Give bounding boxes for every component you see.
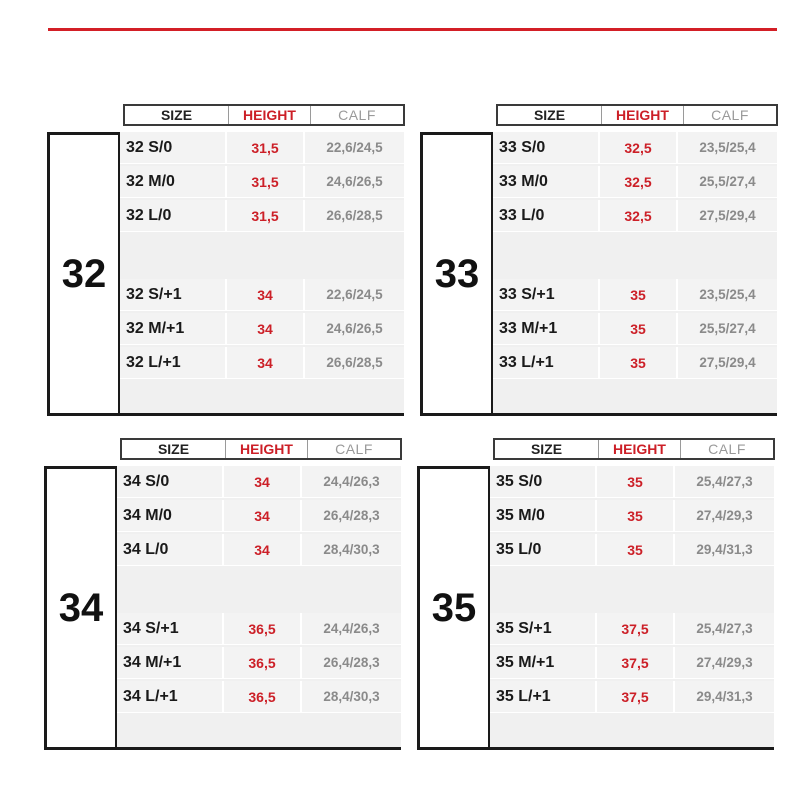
cell-size: 32 L/+1 <box>126 353 181 371</box>
header-size: SIZE <box>125 106 229 124</box>
cell-size: 32 L/0 <box>126 206 172 224</box>
cell-calf: 25,5/27,4 <box>699 174 756 189</box>
header-size: SIZE <box>495 440 599 458</box>
cell-height: 34 <box>222 500 302 531</box>
cell-height: 34 <box>222 534 302 565</box>
cell-size: 35 S/0 <box>496 472 543 490</box>
cell-calf: 29,4/31,3 <box>696 542 753 557</box>
size-table <box>490 466 774 750</box>
table-row <box>120 279 404 311</box>
cell-height: 35 <box>595 466 675 497</box>
table-row <box>120 347 404 379</box>
cell-size: 32 S/+1 <box>126 285 182 303</box>
size-block-0 <box>47 104 407 418</box>
header-height: HEIGHT <box>602 106 684 124</box>
cell-height: 32,5 <box>598 166 678 197</box>
cell-size: 34 S/0 <box>123 472 170 490</box>
cell-size: 34 S/+1 <box>123 619 179 637</box>
size-number-label: 33 <box>420 132 494 416</box>
cell-calf: 27,4/29,3 <box>696 508 753 523</box>
cell-size: 35 L/0 <box>496 540 542 558</box>
size-table <box>120 132 404 416</box>
cell-height: 35 <box>595 500 675 531</box>
cell-height: 35 <box>595 534 675 565</box>
table-row <box>490 681 774 713</box>
header-calf: CALF <box>711 107 749 123</box>
table-row <box>493 313 777 345</box>
cell-calf: 27,5/29,4 <box>699 208 756 223</box>
table-row <box>120 166 404 198</box>
cell-size: 32 M/+1 <box>126 319 185 337</box>
size-table <box>117 466 401 750</box>
header-height: HEIGHT <box>229 106 311 124</box>
table-row <box>117 681 401 713</box>
table-row <box>120 313 404 345</box>
cell-calf: 26,4/28,3 <box>323 655 380 670</box>
cell-calf: 26,6/28,5 <box>326 355 383 370</box>
table-row <box>490 647 774 679</box>
cell-calf: 25,4/27,3 <box>696 474 753 489</box>
size-number-label: 32 <box>47 132 121 416</box>
cell-height: 36,5 <box>222 613 302 644</box>
size-table <box>493 132 777 416</box>
top-red-rule <box>48 28 777 31</box>
cell-height: 37,5 <box>595 613 675 644</box>
cell-calf: 27,4/29,3 <box>696 655 753 670</box>
cell-size: 33 L/+1 <box>499 353 554 371</box>
table-header <box>120 438 402 460</box>
size-block-1 <box>420 104 780 418</box>
table-row <box>493 347 777 379</box>
cell-calf: 29,4/31,3 <box>696 689 753 704</box>
cell-height: 32,5 <box>598 132 678 163</box>
table-row <box>490 466 774 498</box>
cell-height: 34 <box>225 313 305 344</box>
header-calf: CALF <box>335 441 373 457</box>
header-height: HEIGHT <box>599 440 681 458</box>
cell-height: 34 <box>225 347 305 378</box>
cell-calf: 25,4/27,3 <box>696 621 753 636</box>
table-header <box>493 438 775 460</box>
cell-height: 35 <box>598 313 678 344</box>
table-row <box>117 500 401 532</box>
size-block-3 <box>417 438 777 752</box>
table-row <box>120 132 404 164</box>
header-height: HEIGHT <box>226 440 308 458</box>
cell-size: 35 M/+1 <box>496 653 555 671</box>
header-calf: CALF <box>338 107 376 123</box>
cell-size: 33 S/0 <box>499 138 546 156</box>
cell-height: 37,5 <box>595 647 675 678</box>
cell-calf: 28,4/30,3 <box>323 542 380 557</box>
cell-height: 36,5 <box>222 647 302 678</box>
cell-size: 35 S/+1 <box>496 619 552 637</box>
size-number-label: 34 <box>44 466 118 750</box>
cell-height: 37,5 <box>595 681 675 712</box>
cell-calf: 24,6/26,5 <box>326 174 383 189</box>
table-row <box>490 613 774 645</box>
cell-height: 31,5 <box>225 132 305 163</box>
cell-size: 34 L/+1 <box>123 687 178 705</box>
cell-height: 31,5 <box>225 166 305 197</box>
cell-size: 33 M/0 <box>499 172 548 190</box>
cell-calf: 26,6/28,5 <box>326 208 383 223</box>
table-row <box>117 534 401 566</box>
table-row <box>117 613 401 645</box>
table-row <box>490 534 774 566</box>
cell-size: 34 L/0 <box>123 540 169 558</box>
table-row <box>493 200 777 232</box>
cell-height: 35 <box>598 279 678 310</box>
cell-size: 33 M/+1 <box>499 319 558 337</box>
table-row <box>493 132 777 164</box>
cell-height: 36,5 <box>222 681 302 712</box>
cell-calf: 23,5/25,4 <box>699 140 756 155</box>
cell-calf: 27,5/29,4 <box>699 355 756 370</box>
table-row <box>493 166 777 198</box>
header-size: SIZE <box>498 106 602 124</box>
header-calf: CALF <box>708 441 746 457</box>
header-size: SIZE <box>122 440 226 458</box>
cell-size: 34 M/+1 <box>123 653 182 671</box>
cell-height: 32,5 <box>598 200 678 231</box>
cell-calf: 24,4/26,3 <box>323 474 380 489</box>
table-header <box>496 104 778 126</box>
table-row <box>117 466 401 498</box>
cell-calf: 25,5/27,4 <box>699 321 756 336</box>
cell-height: 31,5 <box>225 200 305 231</box>
cell-calf: 22,6/24,5 <box>326 140 383 155</box>
table-header <box>123 104 405 126</box>
cell-size: 35 L/+1 <box>496 687 551 705</box>
table-row <box>493 279 777 311</box>
cell-calf: 28,4/30,3 <box>323 689 380 704</box>
cell-calf: 24,4/26,3 <box>323 621 380 636</box>
cell-calf: 22,6/24,5 <box>326 287 383 302</box>
cell-height: 34 <box>222 466 302 497</box>
table-row <box>490 500 774 532</box>
size-number-label: 35 <box>417 466 491 750</box>
cell-height: 35 <box>598 347 678 378</box>
table-row <box>117 647 401 679</box>
cell-calf: 24,6/26,5 <box>326 321 383 336</box>
cell-size: 34 M/0 <box>123 506 172 524</box>
cell-size: 33 L/0 <box>499 206 545 224</box>
size-block-2 <box>44 438 404 752</box>
table-row <box>120 200 404 232</box>
cell-size: 32 M/0 <box>126 172 175 190</box>
cell-calf: 23,5/25,4 <box>699 287 756 302</box>
cell-size: 32 S/0 <box>126 138 173 156</box>
cell-size: 33 S/+1 <box>499 285 555 303</box>
cell-height: 34 <box>225 279 305 310</box>
cell-calf: 26,4/28,3 <box>323 508 380 523</box>
cell-size: 35 M/0 <box>496 506 545 524</box>
